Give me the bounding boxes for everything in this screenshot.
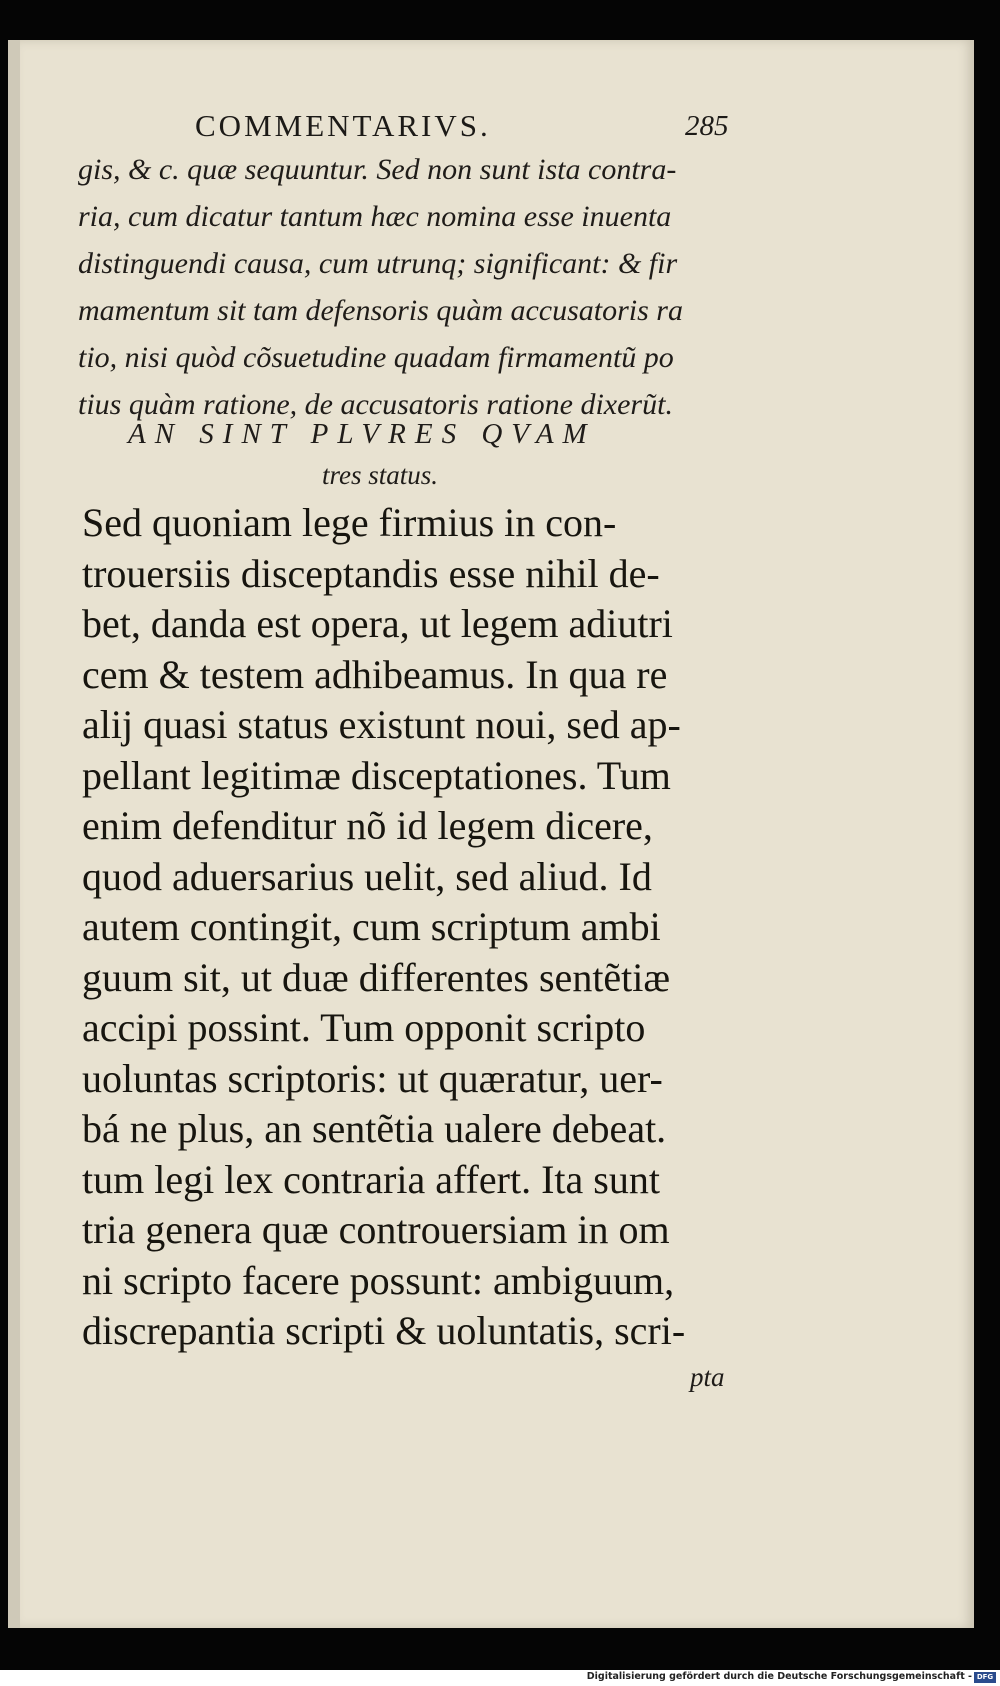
text-line: enim defenditur nõ id legem dicere,: [82, 803, 653, 848]
italic-paragraph: [78, 146, 738, 428]
text-line: mamentum sit tam defensoris quàm accusatoris ra: [78, 294, 683, 327]
text-line: cem & testem adhibeamus. In qua re: [82, 651, 668, 697]
dfg-logo-icon: DFG: [974, 1672, 996, 1683]
text-line: pellant legitimæ disceptationes. Tum: [82, 752, 671, 798]
text-line: discrepantia scripti & uoluntatis, scri-: [82, 1308, 686, 1353]
text-line: tria genera quæ controuersiam in om: [82, 1207, 670, 1252]
text-line: quod aduersarius uelit, sed aliud. Id: [82, 853, 652, 899]
text-line: bet, danda est opera, ut legem adiutri: [82, 601, 673, 646]
text-line: Sed quoniam lege firmius in con-: [82, 500, 617, 545]
text-line: tio, nisi quòd cõsuetudine quadam firmamentũ po: [78, 341, 674, 374]
running-head: COMMENTARIVS.: [195, 108, 491, 143]
text-line: distinguendi causa, cum utrunq; significant: & fir: [78, 247, 678, 280]
body-paragraph: [82, 498, 742, 1357]
text-line: ria, cum dicatur tantum hæc nomina esse inuenta: [78, 200, 672, 233]
text-line: tum legi lex contraria affert. Ita sunt: [82, 1156, 660, 1202]
text-line: trouersiis disceptandis esse nihil de-: [82, 550, 660, 596]
digitization-footer: [0, 1670, 1000, 1686]
text-line: guum sit, ut duæ differentes sentẽtiæ: [82, 954, 671, 1000]
section-heading-continued: tres status.: [322, 460, 439, 490]
text-line: autem contingit, cum scriptum ambi: [82, 904, 661, 949]
text-line: uoluntas scriptoris: ut quæratur, uer-: [82, 1055, 663, 1101]
funding-credit: Digitalisierung gefördert durch die Deutsche Forschungsgemeinschaft -: [586, 1671, 972, 1682]
text-line: ni scripto facere possunt: ambiguum,: [82, 1257, 675, 1303]
book-page: [8, 40, 974, 1628]
text-line: gis, & c. quæ sequuntur. Sed non sunt ista contra-: [78, 153, 677, 186]
text-line: alij quasi status existunt noui, sed ap-: [82, 702, 681, 747]
catchword: pta: [690, 1362, 725, 1392]
text-line: accipi possint. Tum opponit scripto: [82, 1005, 646, 1050]
section-heading: AN SINT PLVRES QVAM: [128, 418, 596, 450]
text-line: bá ne plus, an sentẽtia ualere debeat.: [82, 1106, 667, 1151]
text-line: tius quàm ratione, de accusatoris ratione dixerũt.: [78, 388, 673, 421]
page-number: 285: [685, 110, 729, 142]
